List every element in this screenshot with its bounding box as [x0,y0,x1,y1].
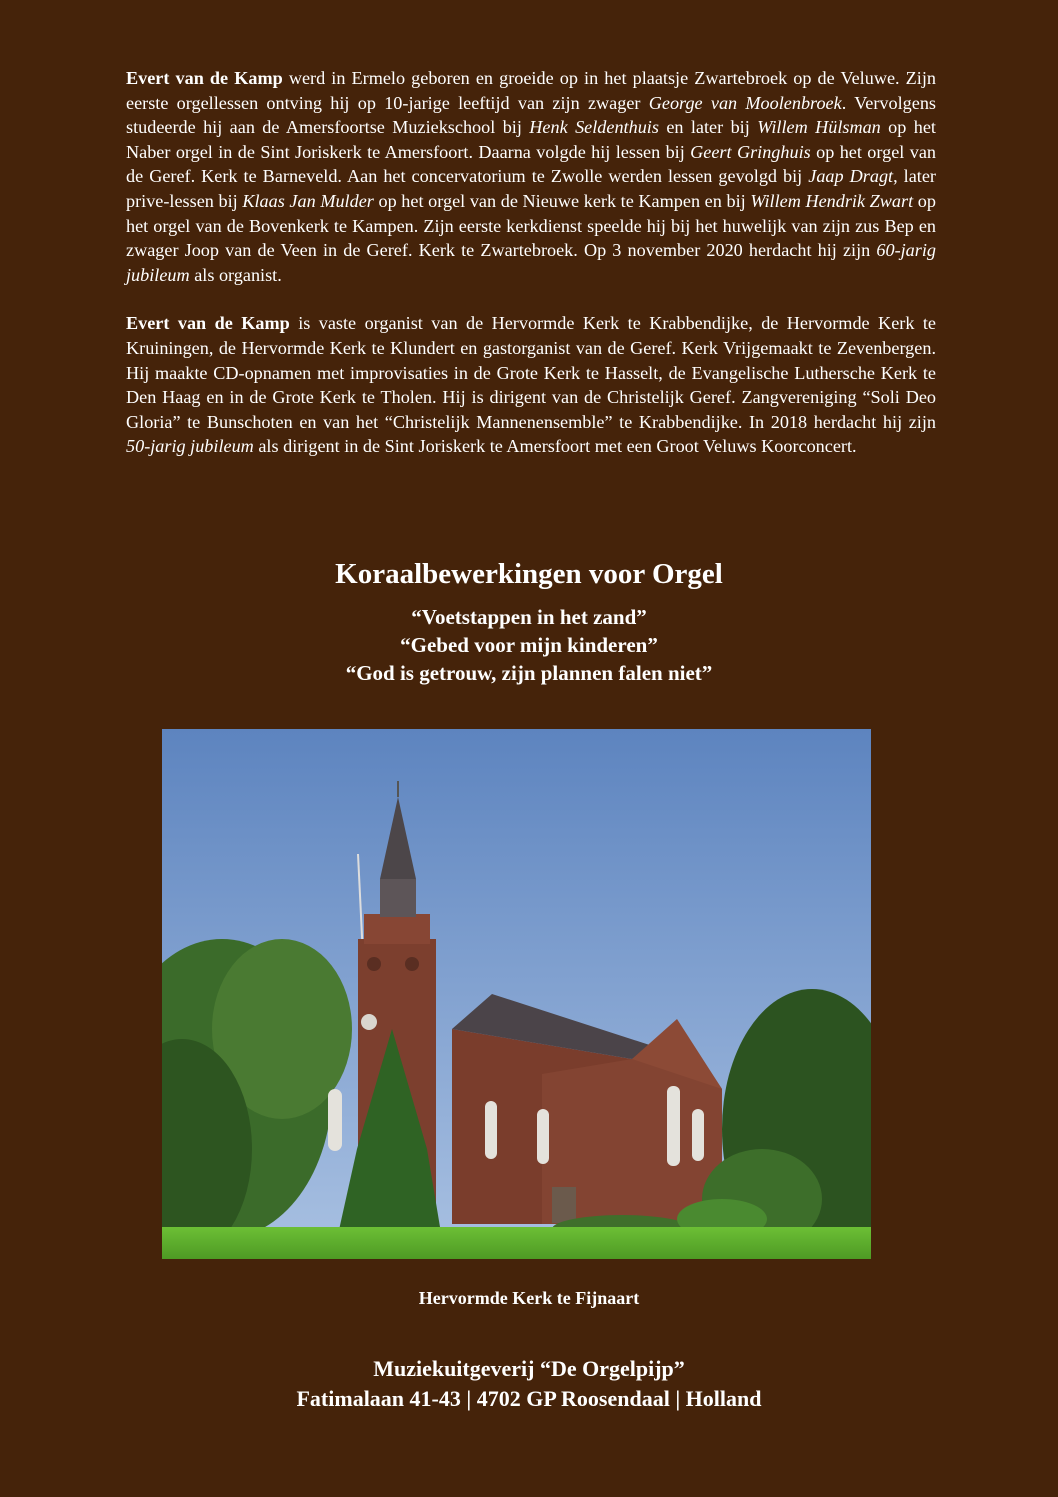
biography-paragraph-2 [126,311,936,459]
text-run: werd in Ermelo geboren en groeide op in het plaatsje Zwartebroek op de Veluwe. Zijn eerste orgellessen ontving hij op 10-jarige leeftijd van zijn zwager [126,68,936,113]
publisher-block [0,1354,1058,1414]
collection-title: Koraalbewerkingen voor Orgel [335,558,723,590]
piece-title-2: “Gebed voor mijn kinderen” [400,633,658,657]
text-run: als organist. [189,264,282,285]
italic-text: Jaap Dragt [808,166,894,187]
piece-titles [0,603,1058,687]
bold-name: Evert van de Kamp [126,313,290,334]
church-door [552,1187,576,1223]
italic-text: 50-jarig jubileum [126,436,254,457]
tower-top [364,914,430,944]
italic-text: 60-jarig jubileum [126,240,936,285]
italic-text: Henk Seldenthuis [529,117,659,138]
text-run: , later prive-lessen bij [126,166,936,211]
publisher-address: Fatimalaan 41-43 | 4702 GP Roosendaal | Holland [296,1386,762,1411]
church-illustration [162,729,871,1259]
text-run: . Vervolgens studeerde hij aan de Amersfoortse Muziekschool bij [126,92,937,138]
text-run: als dirigent in de Sint Joriskerk te Amersfoort met een Groot Veluws Koorconcert. [253,436,857,457]
lawn [162,1227,871,1259]
piece-title-3: “God is getrouw, zijn plannen falen niet” [345,661,713,685]
italic-text: Willem Hendrik Zwart [750,190,914,211]
piece-title-1: “Voetstappen in het zand” [411,605,647,629]
italic-text: Geert Gringhuis [690,141,811,162]
belfry [380,879,416,917]
biography-paragraph-1 [126,66,936,287]
biography [126,66,936,483]
text-run: is vaste organist van de Hervormde Kerk te Krabbendijke, de Hervormde Kerk te Kruiningen, de Hervormde Kerk te Klundert en gastorganist van de Geref. Kerk Vrijgemaakt te Zevenbergen. Hij maakte CD-opnamen met improvisaties in de Grote Kerk te Hasselt, de Evangelische Luthersche Kerk te Den Haag en in de Grote Kerk te Tholen. Hij is dirigent van de Christelijk Geref. Zangvereniging “Soli Deo Gloria” te Bunschoten en van het “Christelijk Mannenensemble” te Krabbendijke. In 2018 herdacht hij zijn [126,313,936,432]
italic-text: Willem Hülsman [757,117,881,138]
tower-clock-1 [367,957,381,971]
tower-rose-window [361,1014,377,1030]
italic-text: Klaas Jan Mulder [242,190,374,211]
text-run: en later bij [658,117,758,138]
tower-clock-2 [405,957,419,971]
text-run: op het orgel van de Bovenkerk te Kampen. Zijn eerste kerkdienst speelde hij bij het huwelijk van zijn zus Bep en zwager Joop van de Veen in de Geref. Kerk te Zwartebroek. Op 3 november 2020 herdacht hij zijn [126,190,936,261]
photo-caption: Hervormde Kerk te Fijnaart [418,1288,640,1308]
text-run: op het Naber orgel in de Sint Joriskerk te Amersfoort. Daarna volgde hij lessen bij [126,117,936,162]
text-run: op het orgel van de Nieuwe kerk te Kampen en bij [373,190,751,211]
publisher-name: Muziekuitgeverij “De Orgelpijp” [373,1356,685,1381]
church-photo [162,729,871,1259]
italic-text: George van Moolenbroek [648,92,842,113]
bold-name: Evert van de Kamp [126,68,283,88]
text-run: op het orgel van de Geref. Kerk te Barneveld. Aan het concervatorium te Zwolle werden lessen gevolgd bij [126,141,936,187]
